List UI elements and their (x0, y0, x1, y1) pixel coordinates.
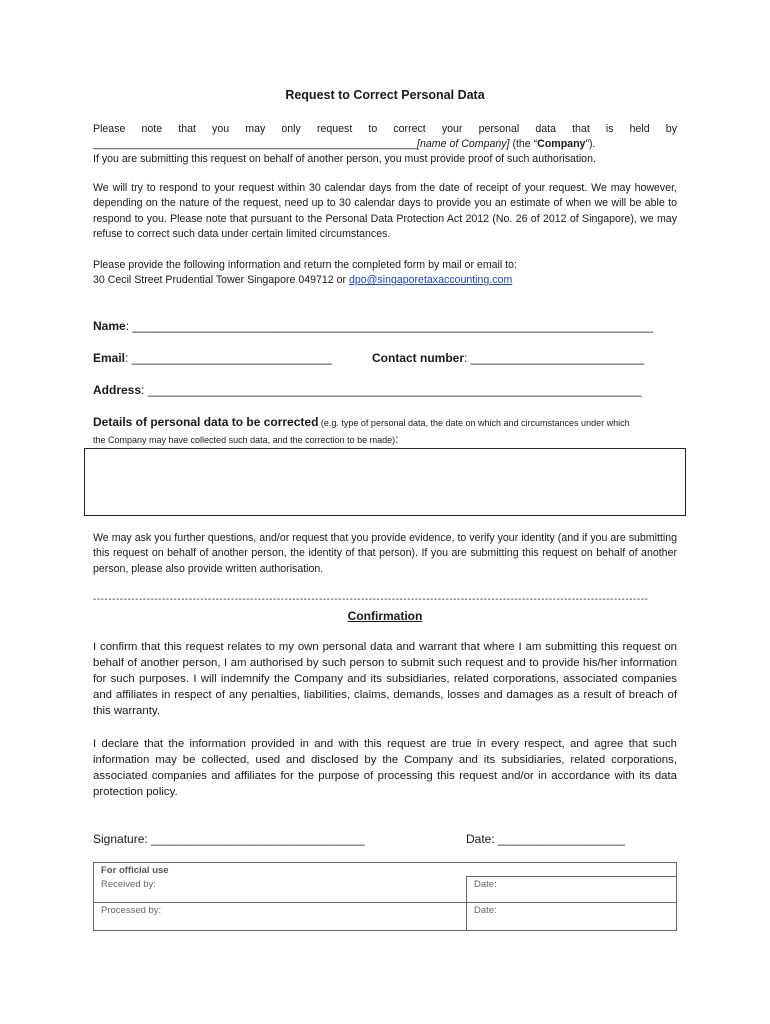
company-name-blank[interactable]: _______________________________________________________ (93, 138, 418, 150)
form-title: Request to Correct Personal Data (285, 88, 485, 102)
signature-field[interactable]: Signature: ________________________________ (93, 832, 365, 846)
name-input-line[interactable]: : ______________________________________________________________________________ (125, 319, 653, 333)
intro-line-3: If you are submitting this request on behalf of another person, you must provide proof of such authorisation. (93, 153, 596, 165)
confirmation-paragraph-1: I confirm that this request relates to my own personal data and warrant that where I am submitting this request on behalf of another person, I am authorised by such person to submit such request and to provide his/her information for such purposes. I will indemnify the Company and its subsidiaries, related corporations, associated companies and affiliates in respect of any penalties, liabilities, claims, demands, losses and damages as a result of breach of this warranty. (93, 641, 677, 717)
details-colon: : (395, 432, 399, 446)
email-label: Email (93, 351, 126, 365)
processed-by-cell: Processed by: (94, 903, 467, 931)
details-hint-row-2 (93, 432, 399, 446)
address-label: Address (93, 383, 142, 397)
details-hint-2: the Company may have collected such data, and the correction to be made) (93, 435, 396, 445)
official-use-table (93, 862, 677, 931)
name-label: Name (93, 319, 126, 333)
return-instructions-line-1: Please provide the following information and return the completed form by mail or email to: (93, 259, 517, 271)
email-input-line[interactable]: : ______________________________ (125, 351, 332, 365)
declaration-paragraph: I declare that the information provided in and with this request are true in every respect, and agree that such information may be collected, used and disclosed by the Company and its subsidiaries, related corporations, associated companies and affiliates for the purpose of processing this request and/or in accordance with its data protection policy. (93, 738, 677, 798)
details-heading (93, 415, 630, 429)
official-use-header: For official use (94, 863, 677, 877)
company-term: Company (537, 138, 586, 150)
received-date-cell: Date: (467, 877, 677, 903)
confirmation-title: Confirmation (347, 609, 423, 623)
address-input-line[interactable]: : __________________________________________________________________________ (141, 383, 642, 397)
name-field (93, 319, 653, 333)
response-paragraph: We will try to respond to your request within 30 calendar days from the date of receipt of your request. We may however, depending on the nature of the request, need up to 30 calendar days to provide you an estimate of when we will be able to respond to you. Please note that pursuant to the Personal Data Protection Act 2012 (No. 26 of 2012 of Singapore), we may refuse to correct such data under certain limited circumstances. (93, 182, 677, 241)
contact-number-input-line[interactable]: : __________________________ (464, 351, 645, 365)
return-instructions-line-2 (93, 273, 677, 288)
processed-date-cell: Date: (467, 903, 677, 931)
received-by-cell: Received by: (94, 877, 467, 903)
signature-date-field[interactable]: Date: ___________________ (466, 832, 625, 846)
intro-line-2 (93, 137, 677, 152)
address-field (93, 383, 642, 397)
contact-number-label: Contact number (372, 351, 465, 365)
mailing-address: 30 Cecil Street Prudential Tower Singapore 049712 or (93, 274, 349, 286)
company-name-placeholder: [name of Company] (417, 138, 510, 150)
intro-the: (the “ (509, 138, 538, 150)
intro-line-1: Please note that you may only request to correct your personal data that is held by (93, 123, 677, 135)
contact-number-field (372, 351, 644, 365)
details-hint-1: (e.g. type of personal data, the date on which and circumstances under which (318, 418, 630, 428)
email-field (93, 351, 332, 365)
details-label: Details of personal data to be corrected (93, 415, 319, 429)
intro-end: ”). (585, 138, 596, 150)
section-divider: ------------------------------------------------------------------------------------------------------------------------------------------------- (93, 594, 649, 605)
verification-paragraph: We may ask you further questions, and/or request that you provide evidence, to verify your identity (and if you are submitting this request on behalf of another person, the identity of that person). If you are submitting this request on behalf of another person, please also provide written authorisation. (93, 532, 677, 575)
dpo-email-link[interactable]: dpo@singaporetaxaccounting.com (348, 274, 513, 286)
details-textbox[interactable] (84, 448, 686, 516)
